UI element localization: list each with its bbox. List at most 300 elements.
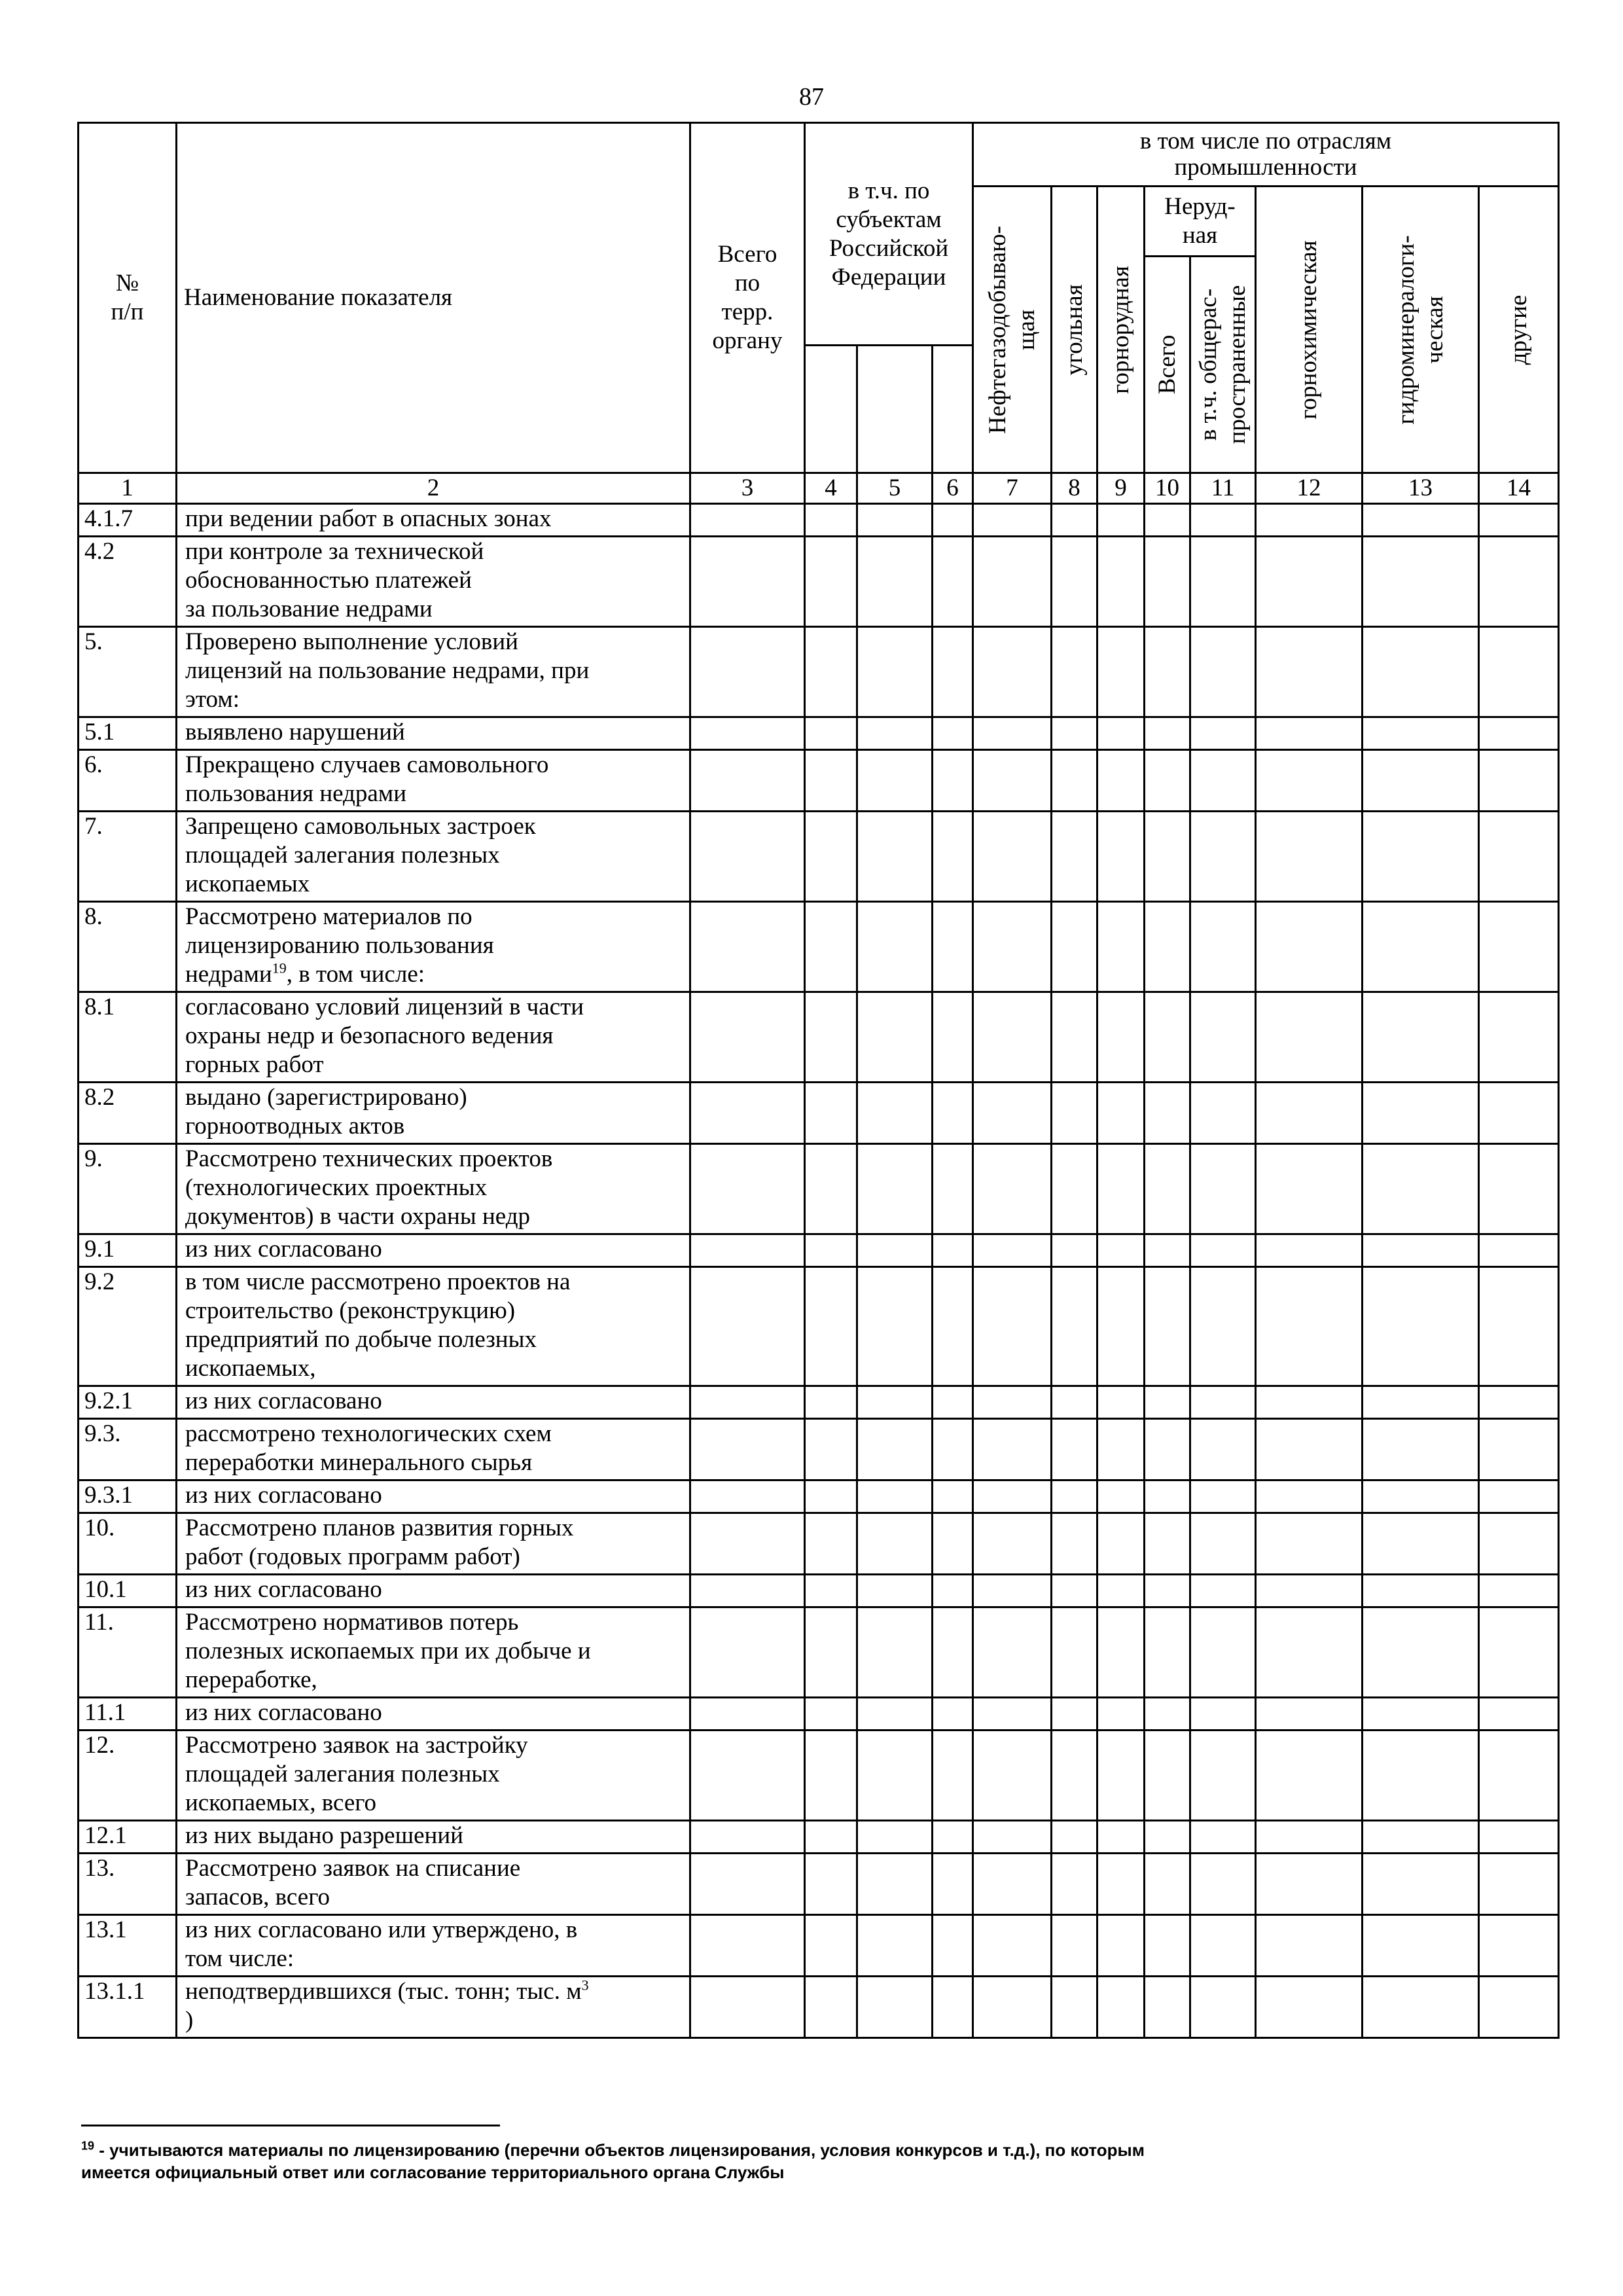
data-cell[interactable]: [1097, 1915, 1145, 1977]
data-cell[interactable]: [1052, 1854, 1097, 1915]
data-cell[interactable]: [1145, 537, 1190, 627]
data-cell[interactable]: [1052, 1821, 1097, 1854]
data-cell[interactable]: [1097, 1607, 1145, 1698]
data-cell[interactable]: [1190, 1915, 1256, 1977]
data-cell[interactable]: [690, 1386, 805, 1419]
data-cell[interactable]: [1363, 1977, 1479, 2038]
data-cell[interactable]: [690, 1419, 805, 1480]
row-name-text: из них согласовано: [185, 1236, 382, 1263]
data-cell[interactable]: [857, 1234, 933, 1267]
data-cell[interactable]: [1256, 1915, 1363, 1977]
data-cell[interactable]: [690, 1513, 805, 1575]
data-cell[interactable]: [857, 992, 933, 1083]
data-cell[interactable]: [1145, 1083, 1190, 1144]
data-cell[interactable]: [1479, 1386, 1559, 1419]
data-cell[interactable]: [857, 1698, 933, 1731]
data-cell[interactable]: [1363, 1513, 1479, 1575]
data-cell[interactable]: [805, 1915, 857, 1977]
data-cell[interactable]: [805, 1977, 857, 2038]
data-cell[interactable]: [1363, 992, 1479, 1083]
data-cell[interactable]: [933, 1854, 973, 1915]
data-cell[interactable]: [1052, 1267, 1097, 1386]
data-cell[interactable]: [857, 812, 933, 902]
data-cell[interactable]: [1145, 1267, 1190, 1386]
data-cell[interactable]: [933, 1821, 973, 1854]
data-cell[interactable]: [933, 1480, 973, 1513]
data-cell[interactable]: [933, 1731, 973, 1821]
data-cell[interactable]: [1363, 1480, 1479, 1513]
data-cell[interactable]: [1256, 1419, 1363, 1480]
data-cell[interactable]: [933, 537, 973, 627]
data-cell[interactable]: [805, 1607, 857, 1698]
data-cell[interactable]: [1256, 1513, 1363, 1575]
data-cell[interactable]: [933, 812, 973, 902]
data-cell[interactable]: [1479, 902, 1559, 992]
data-cell[interactable]: [1190, 717, 1256, 750]
data-cell[interactable]: [1363, 1144, 1479, 1234]
data-cell[interactable]: [1052, 1915, 1097, 1977]
data-cell[interactable]: [690, 717, 805, 750]
data-cell[interactable]: [973, 717, 1052, 750]
column-number: 14: [1479, 473, 1559, 504]
data-cell[interactable]: [805, 1267, 857, 1386]
data-cell[interactable]: [1256, 537, 1363, 627]
data-cell[interactable]: [1052, 1419, 1097, 1480]
data-cell[interactable]: [690, 1083, 805, 1144]
data-cell[interactable]: [1097, 1731, 1145, 1821]
data-cell[interactable]: [805, 1513, 857, 1575]
data-cell[interactable]: [1479, 504, 1559, 537]
data-cell[interactable]: [690, 504, 805, 537]
data-cell[interactable]: [1479, 1915, 1559, 1977]
data-cell[interactable]: [1190, 1083, 1256, 1144]
data-cell[interactable]: [1363, 1267, 1479, 1386]
data-cell[interactable]: [857, 717, 933, 750]
data-cell[interactable]: [1479, 1854, 1559, 1915]
data-cell[interactable]: [1097, 1234, 1145, 1267]
data-cell[interactable]: [857, 1854, 933, 1915]
data-cell[interactable]: [1145, 717, 1190, 750]
data-cell[interactable]: [1097, 750, 1145, 812]
data-cell[interactable]: [1363, 1419, 1479, 1480]
data-cell[interactable]: [1256, 812, 1363, 902]
data-cell[interactable]: [1190, 992, 1256, 1083]
data-cell[interactable]: [973, 1480, 1052, 1513]
data-cell[interactable]: [857, 537, 933, 627]
data-cell[interactable]: [1052, 1144, 1097, 1234]
data-cell[interactable]: [933, 1698, 973, 1731]
data-cell[interactable]: [1256, 1731, 1363, 1821]
data-cell[interactable]: [1479, 627, 1559, 717]
data-cell[interactable]: [857, 1915, 933, 1977]
data-cell[interactable]: [1052, 1698, 1097, 1731]
data-cell[interactable]: [1190, 1234, 1256, 1267]
data-cell[interactable]: [690, 1234, 805, 1267]
data-cell[interactable]: [1190, 504, 1256, 537]
data-cell[interactable]: [1190, 1144, 1256, 1234]
data-cell[interactable]: [1052, 1083, 1097, 1144]
data-cell[interactable]: [933, 627, 973, 717]
data-cell[interactable]: [1256, 1854, 1363, 1915]
data-cell[interactable]: [1363, 1607, 1479, 1698]
data-cell[interactable]: [933, 1977, 973, 2038]
data-cell[interactable]: [973, 1731, 1052, 1821]
data-cell[interactable]: [933, 1386, 973, 1419]
data-cell[interactable]: [1256, 717, 1363, 750]
data-cell[interactable]: [805, 627, 857, 717]
data-cell[interactable]: [1145, 1419, 1190, 1480]
data-cell[interactable]: [1363, 1386, 1479, 1419]
data-cell[interactable]: [973, 537, 1052, 627]
data-cell[interactable]: [1363, 627, 1479, 717]
data-cell[interactable]: [1190, 1977, 1256, 2038]
data-cell[interactable]: [1479, 1267, 1559, 1386]
data-cell[interactable]: [857, 902, 933, 992]
data-cell[interactable]: [690, 1698, 805, 1731]
data-cell[interactable]: [805, 717, 857, 750]
data-cell[interactable]: [805, 1144, 857, 1234]
data-cell[interactable]: [857, 1267, 933, 1386]
row-name-superscript: 3: [581, 1977, 589, 1994]
data-cell[interactable]: [933, 1234, 973, 1267]
row-name: [177, 812, 690, 902]
data-cell[interactable]: [1479, 1575, 1559, 1607]
data-cell[interactable]: [973, 504, 1052, 537]
data-cell[interactable]: [857, 504, 933, 537]
data-cell[interactable]: [973, 1419, 1052, 1480]
data-cell[interactable]: [1052, 627, 1097, 717]
data-cell[interactable]: [933, 1607, 973, 1698]
data-cell[interactable]: [973, 1267, 1052, 1386]
data-cell[interactable]: [1256, 1607, 1363, 1698]
data-cell[interactable]: [1052, 1977, 1097, 2038]
data-cell[interactable]: [690, 1977, 805, 2038]
data-cell[interactable]: [1256, 750, 1363, 812]
data-cell[interactable]: [1097, 1386, 1145, 1419]
data-cell[interactable]: [1052, 992, 1097, 1083]
data-cell[interactable]: [1145, 992, 1190, 1083]
data-cell[interactable]: [1190, 750, 1256, 812]
data-cell[interactable]: [1097, 1575, 1145, 1607]
data-cell[interactable]: [1479, 1607, 1559, 1698]
data-cell[interactable]: [1052, 537, 1097, 627]
data-cell[interactable]: [1363, 1854, 1479, 1915]
data-cell[interactable]: [1190, 1821, 1256, 1854]
data-cell[interactable]: [933, 992, 973, 1083]
data-cell[interactable]: [690, 1731, 805, 1821]
data-cell[interactable]: [973, 1977, 1052, 2038]
data-cell[interactable]: [1145, 1821, 1190, 1854]
data-cell[interactable]: [1479, 1977, 1559, 2038]
data-cell[interactable]: [1145, 1575, 1190, 1607]
data-cell[interactable]: [1190, 627, 1256, 717]
data-cell[interactable]: [1190, 902, 1256, 992]
header-hydro: [1363, 187, 1479, 473]
data-cell[interactable]: [1145, 1698, 1190, 1731]
data-cell[interactable]: [1363, 1698, 1479, 1731]
data-cell[interactable]: [973, 1698, 1052, 1731]
data-cell[interactable]: [1256, 1480, 1363, 1513]
data-cell[interactable]: [690, 750, 805, 812]
data-cell[interactable]: [1145, 504, 1190, 537]
data-cell[interactable]: [933, 1083, 973, 1144]
data-cell[interactable]: [933, 1915, 973, 1977]
data-cell[interactable]: [690, 1144, 805, 1234]
data-cell[interactable]: [690, 1821, 805, 1854]
data-cell[interactable]: [1190, 1419, 1256, 1480]
data-cell[interactable]: [1145, 1513, 1190, 1575]
data-cell[interactable]: [1256, 1144, 1363, 1234]
data-cell[interactable]: [1256, 1386, 1363, 1419]
data-cell[interactable]: [1256, 1977, 1363, 2038]
data-cell[interactable]: [1052, 750, 1097, 812]
data-cell[interactable]: [973, 992, 1052, 1083]
data-cell[interactable]: [933, 1419, 973, 1480]
data-cell[interactable]: [1479, 992, 1559, 1083]
data-cell[interactable]: [1256, 902, 1363, 992]
data-cell[interactable]: [1097, 1267, 1145, 1386]
data-cell[interactable]: [1145, 902, 1190, 992]
data-cell[interactable]: [805, 902, 857, 992]
data-cell[interactable]: [1097, 1083, 1145, 1144]
data-cell[interactable]: [1052, 812, 1097, 902]
data-cell[interactable]: [857, 627, 933, 717]
data-cell[interactable]: [690, 812, 805, 902]
data-cell[interactable]: [857, 1144, 933, 1234]
data-cell[interactable]: [857, 1821, 933, 1854]
data-cell[interactable]: [933, 504, 973, 537]
data-cell[interactable]: [933, 750, 973, 812]
data-cell[interactable]: [1479, 1513, 1559, 1575]
data-cell[interactable]: [690, 1915, 805, 1977]
data-cell[interactable]: [1145, 1234, 1190, 1267]
data-cell[interactable]: [1190, 1607, 1256, 1698]
row-name-text: согласовано условий лицензий в части охраны недр и безопасного ведения горных работ: [185, 994, 584, 1078]
data-cell[interactable]: [1145, 627, 1190, 717]
data-cell[interactable]: [933, 1513, 973, 1575]
data-cell[interactable]: [1363, 1821, 1479, 1854]
data-cell[interactable]: [1190, 1480, 1256, 1513]
data-cell[interactable]: [1190, 1513, 1256, 1575]
data-cell[interactable]: [1052, 504, 1097, 537]
data-cell[interactable]: [857, 750, 933, 812]
data-cell[interactable]: [690, 902, 805, 992]
data-cell[interactable]: [973, 1386, 1052, 1419]
data-cell[interactable]: [1097, 1698, 1145, 1731]
data-cell[interactable]: [805, 1821, 857, 1854]
data-cell[interactable]: [1256, 1267, 1363, 1386]
data-cell[interactable]: [857, 1419, 933, 1480]
data-cell[interactable]: [1145, 1915, 1190, 1977]
data-cell[interactable]: [1052, 1607, 1097, 1698]
data-cell[interactable]: [1052, 717, 1097, 750]
data-cell[interactable]: [1145, 1480, 1190, 1513]
data-cell[interactable]: [1256, 1083, 1363, 1144]
data-cell[interactable]: [1363, 812, 1479, 902]
data-cell[interactable]: [690, 1854, 805, 1915]
data-cell[interactable]: [857, 1977, 933, 2038]
table-row: [79, 992, 1559, 1083]
data-cell[interactable]: [857, 1513, 933, 1575]
data-cell[interactable]: [1363, 1083, 1479, 1144]
data-cell[interactable]: [1097, 1144, 1145, 1234]
data-cell[interactable]: [1363, 717, 1479, 750]
data-cell[interactable]: [1145, 1386, 1190, 1419]
data-cell[interactable]: [1256, 1234, 1363, 1267]
data-cell[interactable]: [805, 504, 857, 537]
data-cell[interactable]: [1097, 992, 1145, 1083]
data-cell[interactable]: [805, 1731, 857, 1821]
data-cell[interactable]: [1052, 902, 1097, 992]
data-cell[interactable]: [1145, 1144, 1190, 1234]
data-cell[interactable]: [1097, 902, 1145, 992]
data-cell[interactable]: [1097, 627, 1145, 717]
data-cell[interactable]: [1363, 1234, 1479, 1267]
data-cell[interactable]: [1479, 1698, 1559, 1731]
data-cell[interactable]: [1479, 812, 1559, 902]
data-cell[interactable]: [973, 1915, 1052, 1977]
data-cell[interactable]: [805, 1854, 857, 1915]
data-cell[interactable]: [857, 1731, 933, 1821]
data-cell[interactable]: [1479, 1144, 1559, 1234]
data-cell[interactable]: [1052, 1480, 1097, 1513]
data-cell[interactable]: [1145, 1977, 1190, 2038]
data-cell[interactable]: [973, 1083, 1052, 1144]
data-cell[interactable]: [857, 1480, 933, 1513]
data-cell[interactable]: [933, 1267, 973, 1386]
data-cell[interactable]: [973, 902, 1052, 992]
data-cell[interactable]: [973, 750, 1052, 812]
data-cell[interactable]: [1256, 992, 1363, 1083]
data-cell[interactable]: [1097, 1854, 1145, 1915]
data-cell[interactable]: [1256, 1698, 1363, 1731]
data-cell[interactable]: [1363, 537, 1479, 627]
data-cell[interactable]: [1256, 504, 1363, 537]
data-cell[interactable]: [690, 627, 805, 717]
data-cell[interactable]: [690, 1267, 805, 1386]
data-cell[interactable]: [690, 1480, 805, 1513]
data-cell[interactable]: [1479, 1419, 1559, 1480]
data-cell[interactable]: [1479, 1821, 1559, 1854]
data-cell[interactable]: [1190, 1267, 1256, 1386]
data-cell[interactable]: [1363, 504, 1479, 537]
data-cell[interactable]: [1256, 1821, 1363, 1854]
data-cell[interactable]: [1363, 1915, 1479, 1977]
data-cell[interactable]: [805, 1575, 857, 1607]
data-cell[interactable]: [1363, 902, 1479, 992]
data-cell[interactable]: [805, 1698, 857, 1731]
data-cell[interactable]: [1363, 750, 1479, 812]
data-cell[interactable]: [690, 992, 805, 1083]
data-cell[interactable]: [1479, 717, 1559, 750]
data-cell[interactable]: [690, 1607, 805, 1698]
data-cell[interactable]: [805, 1386, 857, 1419]
data-cell[interactable]: [690, 1575, 805, 1607]
data-cell[interactable]: [1097, 537, 1145, 627]
data-cell[interactable]: [973, 1144, 1052, 1234]
data-cell[interactable]: [1097, 1513, 1145, 1575]
data-cell[interactable]: [1097, 812, 1145, 902]
row-name-text: Прекращено случаев самовольного пользования недрами: [185, 751, 549, 807]
data-cell[interactable]: [857, 1386, 933, 1419]
data-cell[interactable]: [1256, 1575, 1363, 1607]
data-cell[interactable]: [973, 1513, 1052, 1575]
data-cell[interactable]: [857, 1083, 933, 1144]
data-cell[interactable]: [690, 537, 805, 627]
data-cell[interactable]: [1097, 1419, 1145, 1480]
data-cell[interactable]: [805, 1234, 857, 1267]
data-cell[interactable]: [1479, 1731, 1559, 1821]
data-cell[interactable]: [1190, 1854, 1256, 1915]
data-cell[interactable]: [933, 1144, 973, 1234]
data-cell[interactable]: [1097, 717, 1145, 750]
data-cell[interactable]: [1479, 1480, 1559, 1513]
data-cell[interactable]: [1145, 1607, 1190, 1698]
data-cell[interactable]: [1052, 1575, 1097, 1607]
data-cell[interactable]: [805, 750, 857, 812]
data-cell[interactable]: [1097, 1977, 1145, 2038]
data-cell[interactable]: [973, 1821, 1052, 1854]
data-cell[interactable]: [805, 1480, 857, 1513]
data-cell[interactable]: [933, 1575, 973, 1607]
data-cell[interactable]: [1097, 1821, 1145, 1854]
data-cell[interactable]: [973, 1234, 1052, 1267]
data-cell[interactable]: [1145, 1731, 1190, 1821]
data-cell[interactable]: [1052, 1513, 1097, 1575]
data-cell[interactable]: [933, 902, 973, 992]
data-cell[interactable]: [1190, 537, 1256, 627]
data-cell[interactable]: [805, 992, 857, 1083]
data-cell[interactable]: [857, 1607, 933, 1698]
data-cell[interactable]: [1479, 537, 1559, 627]
data-cell[interactable]: [1145, 1854, 1190, 1915]
data-cell[interactable]: [1190, 1731, 1256, 1821]
data-cell[interactable]: [1479, 1234, 1559, 1267]
row-name-text: Рассмотрено технических проектов (технологических проектных документов) в части охраны недр: [185, 1145, 553, 1230]
data-cell[interactable]: [1190, 812, 1256, 902]
data-cell[interactable]: [1097, 1480, 1145, 1513]
data-cell[interactable]: [973, 812, 1052, 902]
data-cell[interactable]: [857, 1575, 933, 1607]
data-cell[interactable]: [1145, 750, 1190, 812]
data-cell[interactable]: [1190, 1575, 1256, 1607]
data-cell[interactable]: [1190, 1698, 1256, 1731]
data-cell[interactable]: [1363, 1575, 1479, 1607]
data-cell[interactable]: [1190, 1386, 1256, 1419]
data-cell[interactable]: [1052, 1234, 1097, 1267]
data-cell[interactable]: [973, 1575, 1052, 1607]
data-cell[interactable]: [1479, 750, 1559, 812]
data-cell[interactable]: [973, 1607, 1052, 1698]
data-cell[interactable]: [805, 537, 857, 627]
data-cell[interactable]: [1256, 627, 1363, 717]
header-nonmetal-total: [1145, 257, 1190, 473]
data-cell[interactable]: [805, 1083, 857, 1144]
data-cell[interactable]: [805, 812, 857, 902]
data-cell[interactable]: [933, 717, 973, 750]
data-cell[interactable]: [1145, 812, 1190, 902]
data-cell[interactable]: [1052, 1386, 1097, 1419]
data-cell[interactable]: [973, 627, 1052, 717]
column-number: 12: [1256, 473, 1363, 504]
data-cell[interactable]: [1097, 504, 1145, 537]
data-cell[interactable]: [1363, 1731, 1479, 1821]
data-cell[interactable]: [1479, 1083, 1559, 1144]
data-cell[interactable]: [1052, 1731, 1097, 1821]
data-cell[interactable]: [805, 1419, 857, 1480]
table-row: [79, 1575, 1559, 1607]
data-cell[interactable]: [973, 1854, 1052, 1915]
